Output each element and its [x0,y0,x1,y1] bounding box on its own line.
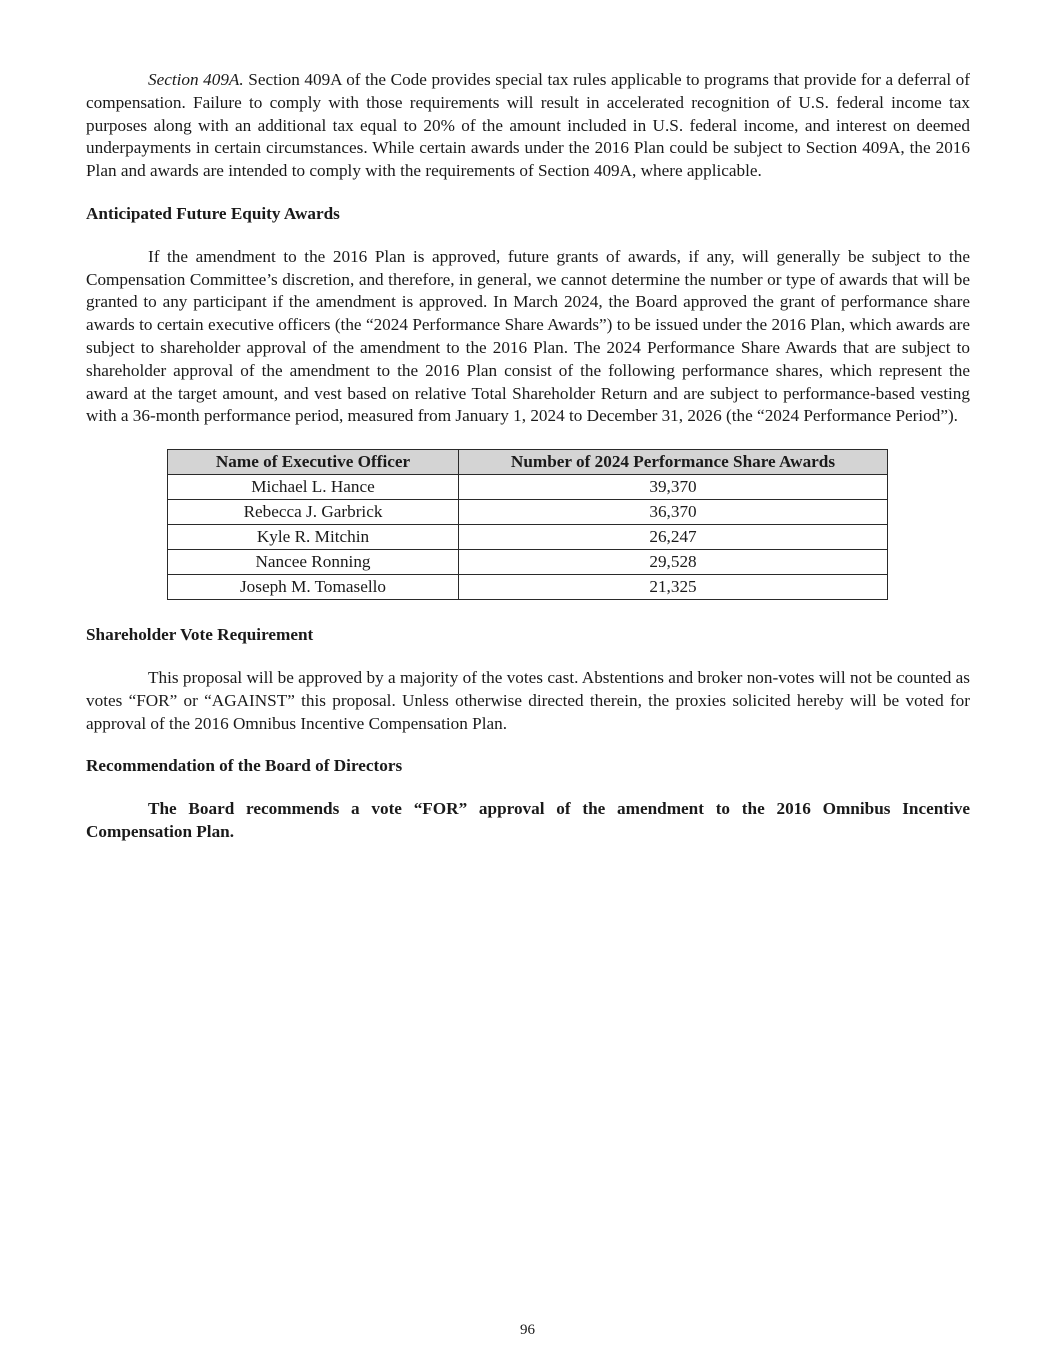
document-page [86,69,970,844]
section-409a-paragraph [86,69,970,183]
officer-name: Rebecca J. Garbrick [168,500,459,525]
award-count: 26,247 [459,525,888,550]
page-number: 96 [520,1322,535,1338]
section-409a-text: Section 409A of the Code provides special tax rules applicable to programs that provide for a deferral of compensation. Failure to comply with those requirements will result in accelerated recognition of U.S. federal income tax purposes along with an additional tax equal to 20% of the amount included in U.S. federal income, and interest on deemed underpayments in certain circumstances. While certain awards under the 2016 Plan could be subject to Section 409A, the 2016 Plan and awards are intended to comply with the requirements of Section 409A, where applicable. [86,70,971,181]
table-row [168,575,888,600]
table-row [168,475,888,500]
vote-requirement-heading: Shareholder Vote Requirement [86,625,314,645]
award-count: 39,370 [459,475,888,500]
awards-table [167,449,888,600]
award-count: 29,528 [459,550,888,575]
recommendation-paragraph: The Board recommends a vote “FOR” approval of the amendment to the 2016 Omnibus Incentive Compensation Plan. [86,799,970,841]
table-header-row [168,450,888,475]
table-row [168,550,888,575]
column-header-awards: Number of 2024 Performance Share Awards [459,450,888,475]
table-row [168,500,888,525]
anticipated-awards-heading: Anticipated Future Equity Awards [86,203,340,223]
award-count: 36,370 [459,500,888,525]
officer-name: Joseph M. Tomasello [168,575,459,600]
award-count: 21,325 [459,575,888,600]
vote-requirement-paragraph: This proposal will be approved by a majority of the votes cast. Abstentions and broker non-votes will not be counted as votes “FOR” or “AGAINST” this proposal. Unless otherwise directed therein, the proxies solicited hereby will be voted for approval of the 2016 Omnibus Incentive Compensation Plan. [86,667,970,733]
recommendation-heading: Recommendation of the Board of Directors [86,756,403,776]
column-header-officer: Name of Executive Officer [168,450,459,475]
section-409a-label: Section 409A. [148,70,244,89]
anticipated-awards-paragraph: If the amendment to the 2016 Plan is approved, future grants of awards, if any, will generally be subject to the Compensation Committee’s discretion, and therefore, in general, we cannot determine the number or type of awards that will be granted to any participant if the amendment is approved. In March 2024, the Board approved the grant of performance share awards to certain executive officers (the “2024 Performance Share Awards”) to be issued under the 2016 Plan, which awards are subject to shareholder approval of the amendment to the 2016 Plan. The 2024 Performance Share Awards that are subject to shareholder approval of the amendment to the 2016 Plan consist of the following performance shares, which represent the award at the target amount, and vest based on relative Total Shareholder Return and are subject to performance-based vesting with a 36-month performance period, measured from January 1, 2024 to December 31, 2026 (the “2024 Performance Period”). [86,246,970,426]
officer-name: Kyle R. Mitchin [168,525,459,550]
officer-name: Michael L. Hance [168,475,459,500]
officer-name: Nancee Ronning [168,550,459,575]
table-row [168,525,888,550]
